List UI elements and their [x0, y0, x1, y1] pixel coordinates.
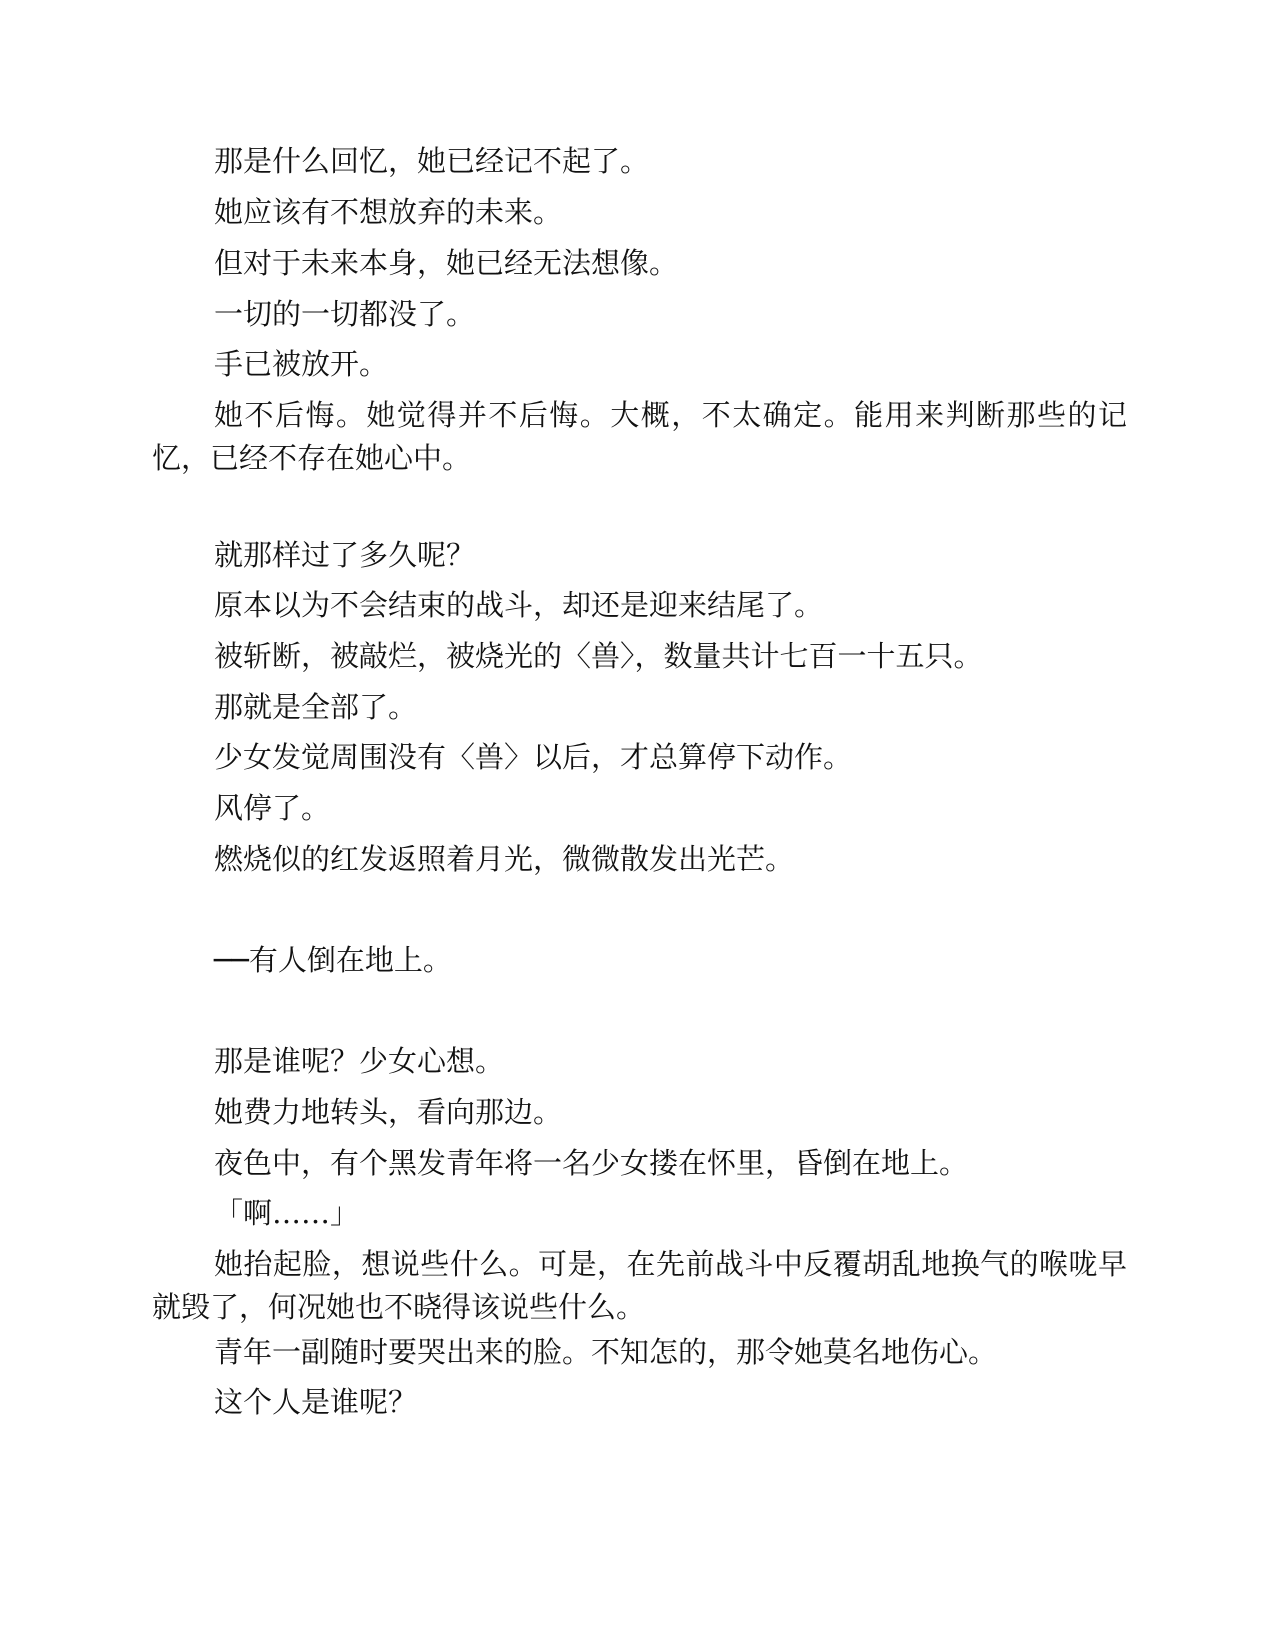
paragraph: 这个人是谁呢？ — [214, 1385, 418, 1419]
paragraph: 那是什么回忆，她已经记不起了。 — [214, 144, 650, 178]
paragraph: 她费力地转头，看向那边。 — [214, 1095, 563, 1129]
paragraph: 她不后悔。她觉得并不后悔。大概，不太确定。能用来判断那些的记忆，已经不存在她心中。 — [152, 398, 1127, 475]
paragraph: 燃烧似的红发返照着月光，微微散发出光芒。 — [214, 842, 795, 876]
paragraph: 被斩断，被敲烂，被烧光的〈兽〉，数量共计七百一十五只。 — [214, 639, 983, 673]
document-page — [152, 0, 1127, 1650]
paragraph: 手已被放开。 — [214, 347, 389, 381]
paragraph: 「啊……」 — [214, 1196, 360, 1230]
paragraph: 青年一副随时要哭出来的脸。不知怎的，那令她莫名地伤心。 — [214, 1335, 998, 1369]
paragraph: 但对于未来本身，她已经无法想像。 — [214, 246, 679, 280]
paragraph: 一切的一切都没了。 — [214, 297, 476, 331]
paragraph: 那就是全部了。 — [214, 690, 418, 724]
paragraph: 少女发觉周围没有〈兽〉以后，才总算停下动作。 — [214, 740, 853, 774]
paragraph: 原本以为不会结束的战斗，却还是迎来结尾了。 — [214, 588, 824, 622]
paragraph: 就那样过了多久呢？ — [214, 538, 476, 572]
paragraph: 风停了。 — [214, 791, 331, 825]
paragraph: 夜色中，有个黑发青年将一名少女搂在怀里，昏倒在地上。 — [214, 1146, 969, 1180]
paragraph: ──有人倒在地上。 — [214, 943, 452, 977]
paragraph: 那是谁呢？少女心想。 — [214, 1044, 505, 1078]
paragraph: 她抬起脸，想说些什么。可是，在先前战斗中反覆胡乱地换气的喉咙早就毁了，何况她也不晓得该说些什么。 — [152, 1247, 1127, 1324]
paragraph: 她应该有不想放弃的未来。 — [214, 195, 563, 229]
